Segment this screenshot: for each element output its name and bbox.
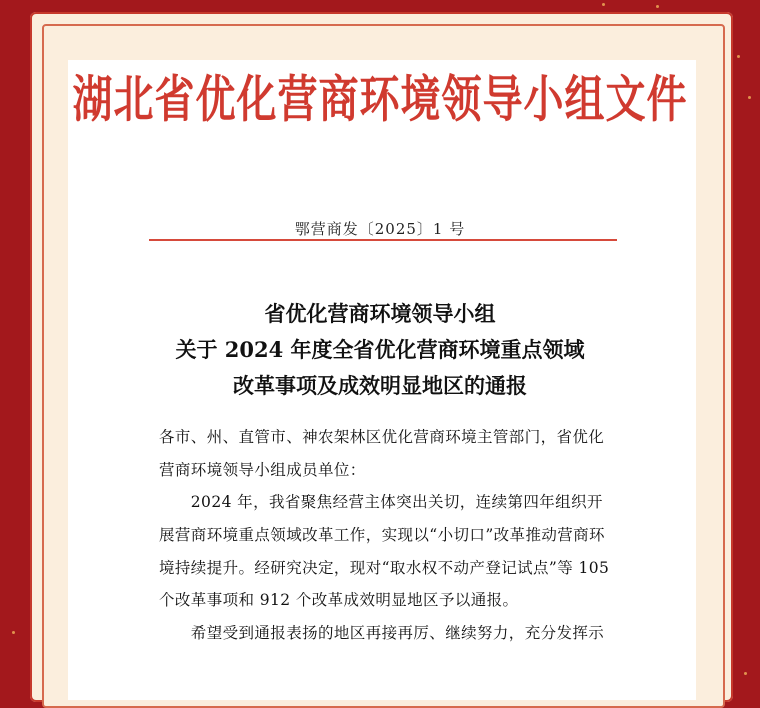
decorative-speck	[744, 672, 747, 675]
body-line: 营商环境领导小组成员单位：	[159, 461, 366, 479]
headline-line-2: 关于 2024 年度全省优化营商环境重点领域	[175, 337, 585, 362]
decorative-speck	[737, 55, 740, 58]
body-line: 展营商环境重点领域改革工作，实现以“小切口”改革推动营商环	[159, 526, 605, 544]
decorative-speck	[656, 5, 659, 8]
body-line: 2024 年，我省聚焦经营主体突出关切，连续第四年组织开	[159, 493, 603, 511]
red-divider	[149, 239, 617, 241]
decorative-speck	[12, 631, 15, 634]
issuer-title: 湖北省优化营商环境领导小组文件	[72, 70, 688, 129]
decorative-speck	[602, 3, 605, 6]
document-number: 鄂营商发〔2025〕1 号	[294, 220, 466, 238]
body-line: 各市、州、直管市、神农架林区优化营商环境主管部门，省优化	[159, 428, 605, 446]
body-line: 个改革事项和 912 个改革成效明显地区予以通报。	[159, 591, 519, 609]
body-line: 境持续提升。经研究决定，现对“取水权不动产登记试点”等 105	[159, 559, 610, 577]
headline-line-3: 改革事项及成效明显地区的通报	[233, 373, 527, 398]
headline-line-1: 省优化营商环境领导小组	[264, 301, 496, 326]
body-line: 希望受到通报表扬的地区再接再厉、继续努力，充分发挥示	[159, 624, 605, 642]
